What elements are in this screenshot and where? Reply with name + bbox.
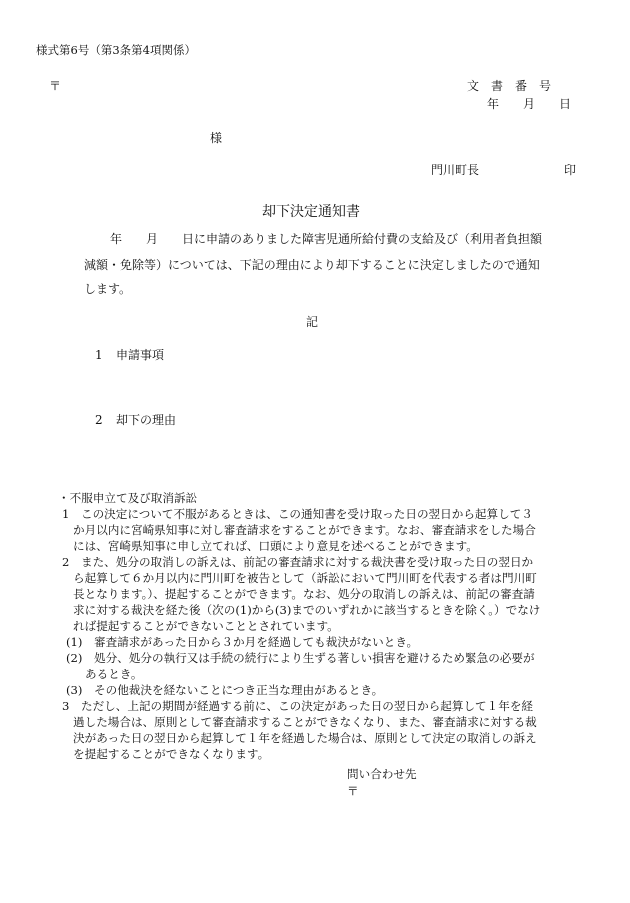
doc-number-label: 文 書 番 号 [467,79,552,93]
appeal-line: 2 また、処分の取消しの訴えは、前記の審査請求に対する裁決書を受け取った日の翌日か [62,555,534,569]
appeal-heading: ・不服申立て及び取消訴訟 [58,491,198,505]
page-title: 却下決定通知書 [262,204,360,220]
appeal-line: 1 この決定について不服があるときは、この通知書を受け取った日の翌日から起算して３ [62,507,533,521]
appeal-line: れば提起することができないこととされています。 [73,619,339,633]
appeal-line: ら起算して６か月以内に門川町を被告として（訴訟において門川町を代表する者は門川町 [73,571,537,585]
appeal-line: には、宮崎県知事に申し立てれば、口頭により意見を述べることができます。 [73,539,478,553]
appeal-line: (2) 処分、処分の執行又は手続の続行により生ずる著しい損害を避けるため緊急の必要が [66,651,535,665]
appeal-line: 3 ただし、上記の期間が経過する前に、この決定があった日の翌日から起算して１年を経 [62,699,534,713]
appeal-line: (1) 審査請求があった日から３か月を経過しても裁決がないとき。 [66,635,419,649]
appeal-line: か月以内に宮崎県知事に対し審査請求をすることができます。なお、審査請求をした場合 [73,523,536,537]
ki-mark: 記 [306,315,319,329]
form-number: 様式第6号（第3条第4項関係） [36,43,196,57]
intro-line-3: します。 [84,282,132,296]
addressee-suffix: 様 [210,131,223,145]
item-2-label: 却下の理由 [116,413,177,427]
seal-mark: 印 [564,163,577,177]
intro-line-1: 年 月 日に申請のありました障害児通所給付費の支給及び（利用者負担額 [110,232,543,246]
sender-name: 門川町長 [431,163,480,177]
appeal-line: (3) その他裁決を経ないことにつき正当な理由があるとき。 [66,683,384,697]
appeal-line: 求に対する裁決を経た後（次の(1)から(3)までのいずれかに該当するときを除く。）でなけ [73,603,541,617]
intro-line-2: 減額・免除等）については、下記の理由により却下することに決定しましたので通知 [84,258,540,272]
appeal-line: 長となります。）、提起することができます。なお、処分の取消しの訴えは、前記の審査請 [73,587,535,601]
postal-mark-top: 〒 [49,79,62,93]
item-1-label: 申請事項 [116,348,165,362]
date-label: 年 月 日 [487,97,572,111]
contact-postal-mark: 〒 [347,784,359,798]
item-2-number: 2 [95,413,103,427]
appeal-line: を提起することができなくなります。 [73,747,270,761]
item-1-number: 1 [95,348,103,362]
appeal-line: 過した場合は、原則として審査請求することができなくなり、また、審査請求に対する裁 [73,715,537,729]
appeal-line: 決があった日の翌日から起算して１年を経過した場合は、原則として決定の取消しの訴え [73,731,537,745]
contact-label: 問い合わせ先 [347,767,417,781]
appeal-line: あるとき。 [85,667,143,681]
